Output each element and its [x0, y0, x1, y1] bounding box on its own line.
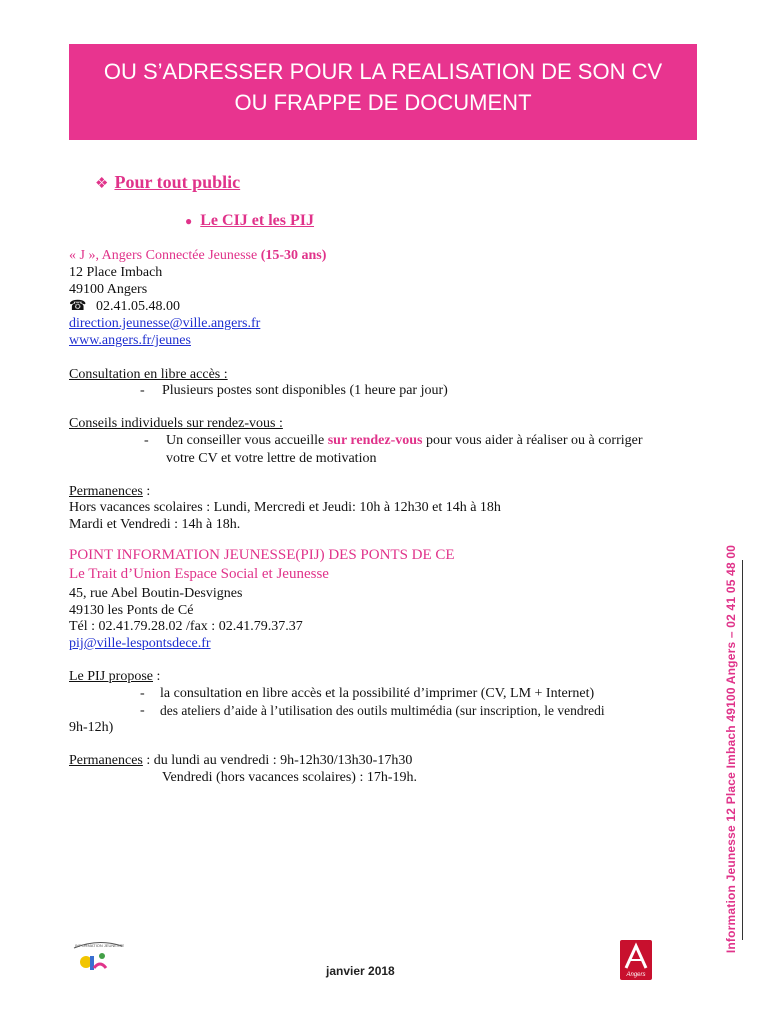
- section-heading: [95, 172, 240, 193]
- information-jeunesse-logo: [72, 938, 124, 974]
- cij-consult-dash: -: [140, 383, 145, 398]
- vertical-divider: [742, 560, 743, 940]
- pij-subtitle: Le Trait d’Union Espace Social et Jeunesse: [69, 566, 329, 582]
- pij-address1: 45, rue Abel Boutin-Desvignes: [69, 586, 243, 601]
- phone-icon: ☎: [69, 299, 87, 314]
- pij-item2: des ateliers d’aide à l’utilisation des outils multimédia (sur inscription, le vendredi: [160, 703, 605, 718]
- cij-age: (15-30 ans): [260, 248, 327, 263]
- cij-advice-item: [166, 432, 643, 449]
- banner-title-line1: OU S’ADRESSER POUR LA REALISATION DE SON CV: [103, 59, 663, 84]
- svg-text:INFORMATION JEUNESSE: INFORMATION JEUNESSE: [75, 943, 124, 948]
- pij-item1: la consultation en libre accès et la possibilité d’imprimer (CV, LM + Internet): [160, 686, 595, 701]
- pij-title: POINT INFORMATION JEUNESSE(PIJ) DES PONTS DE CE: [69, 547, 455, 563]
- pij-propose-heading: Le PIJ propose: [69, 669, 153, 684]
- header-banner: [69, 44, 697, 140]
- bullet-icon: ●: [185, 214, 193, 228]
- cij-advice-dash: -: [144, 433, 149, 448]
- cij-perm-heading: Permanences: [69, 484, 143, 499]
- cij-name: « J », Angers Connectée Jeunesse: [69, 248, 258, 263]
- angers-logo: [620, 940, 652, 980]
- cij-name-line: [69, 247, 326, 264]
- pij-item2-cont: 9h-12h): [69, 720, 114, 735]
- diamond-bullet-icon: ❖: [95, 176, 109, 192]
- section-title: Pour tout public: [114, 172, 241, 192]
- cij-email-link[interactable]: direction.jeunesse@ville.angers.fr: [69, 316, 261, 331]
- cij-advice-item-line2: votre CV et votre lettre de motivation: [166, 451, 377, 466]
- cij-consult-heading: Consultation en libre accès :: [69, 367, 228, 382]
- vertical-contact-text: Information Jeunesse 12 Place Imbach 49100 Angers – 02 41 05 48 00: [724, 544, 738, 954]
- subsection-title: Le CIJ et les PIJ: [200, 212, 315, 229]
- cij-web-link[interactable]: www.angers.fr/jeunes: [69, 333, 191, 348]
- cij-advice-heading: Conseils individuels sur rendez-vous :: [69, 416, 283, 431]
- banner-title-line2: OU FRAPPE DE DOCUMENT: [234, 90, 532, 115]
- angers-logo-text: Angers: [626, 972, 646, 978]
- subsection-heading: [185, 212, 314, 230]
- cij-phone: 02.41.05.48.00: [95, 299, 180, 314]
- cij-perm-line1: Hors vacances scolaires : Lundi, Mercredi et Jeudi: 10h à 12h30 et 14h à 18h: [69, 500, 501, 515]
- pij-propose-colon: :: [153, 669, 161, 684]
- pij-address2: 49130 les Ponts de Cé: [69, 603, 194, 618]
- cij-address2: 49100 Angers: [69, 282, 148, 297]
- cij-consult-item: Plusieurs postes sont disponibles (1 heure par jour): [162, 383, 448, 398]
- pij-item2-dash: -: [140, 703, 145, 718]
- pij-propose-heading-line: [69, 668, 160, 685]
- pij-email-link[interactable]: pij@ville-lespontsdece.fr: [69, 636, 211, 651]
- cij-advice-text-pre: Un conseiller vous accueille: [166, 433, 328, 448]
- pij-item1-dash: -: [140, 686, 145, 701]
- cij-advice-text-post: pour vous aider à réaliser ou à corriger: [422, 433, 643, 448]
- cij-perm-line2: Mardi et Vendredi : 14h à 18h.: [69, 517, 241, 532]
- pij-perm-heading: Permanences: [69, 753, 143, 768]
- vertical-contact-band: [720, 544, 742, 954]
- pij-perm-line1: : du lundi au vendredi : 9h-12h30/13h30-17h30: [142, 753, 413, 768]
- cij-perm-heading-line: [69, 483, 150, 500]
- pij-perm-line1-wrap: [69, 752, 412, 769]
- pij-perm-line2: Vendredi (hors vacances scolaires) : 17h-19h.: [162, 770, 418, 785]
- footer-date: janvier 2018: [326, 964, 395, 978]
- cij-phone-line: [69, 298, 180, 315]
- cij-advice-emphasis: sur rendez-vous: [327, 433, 423, 448]
- pij-phone: Tél : 02.41.79.28.02 /fax : 02.41.79.37.37: [69, 619, 303, 634]
- cij-perm-colon: :: [142, 484, 151, 499]
- cij-address1: 12 Place Imbach: [69, 265, 163, 280]
